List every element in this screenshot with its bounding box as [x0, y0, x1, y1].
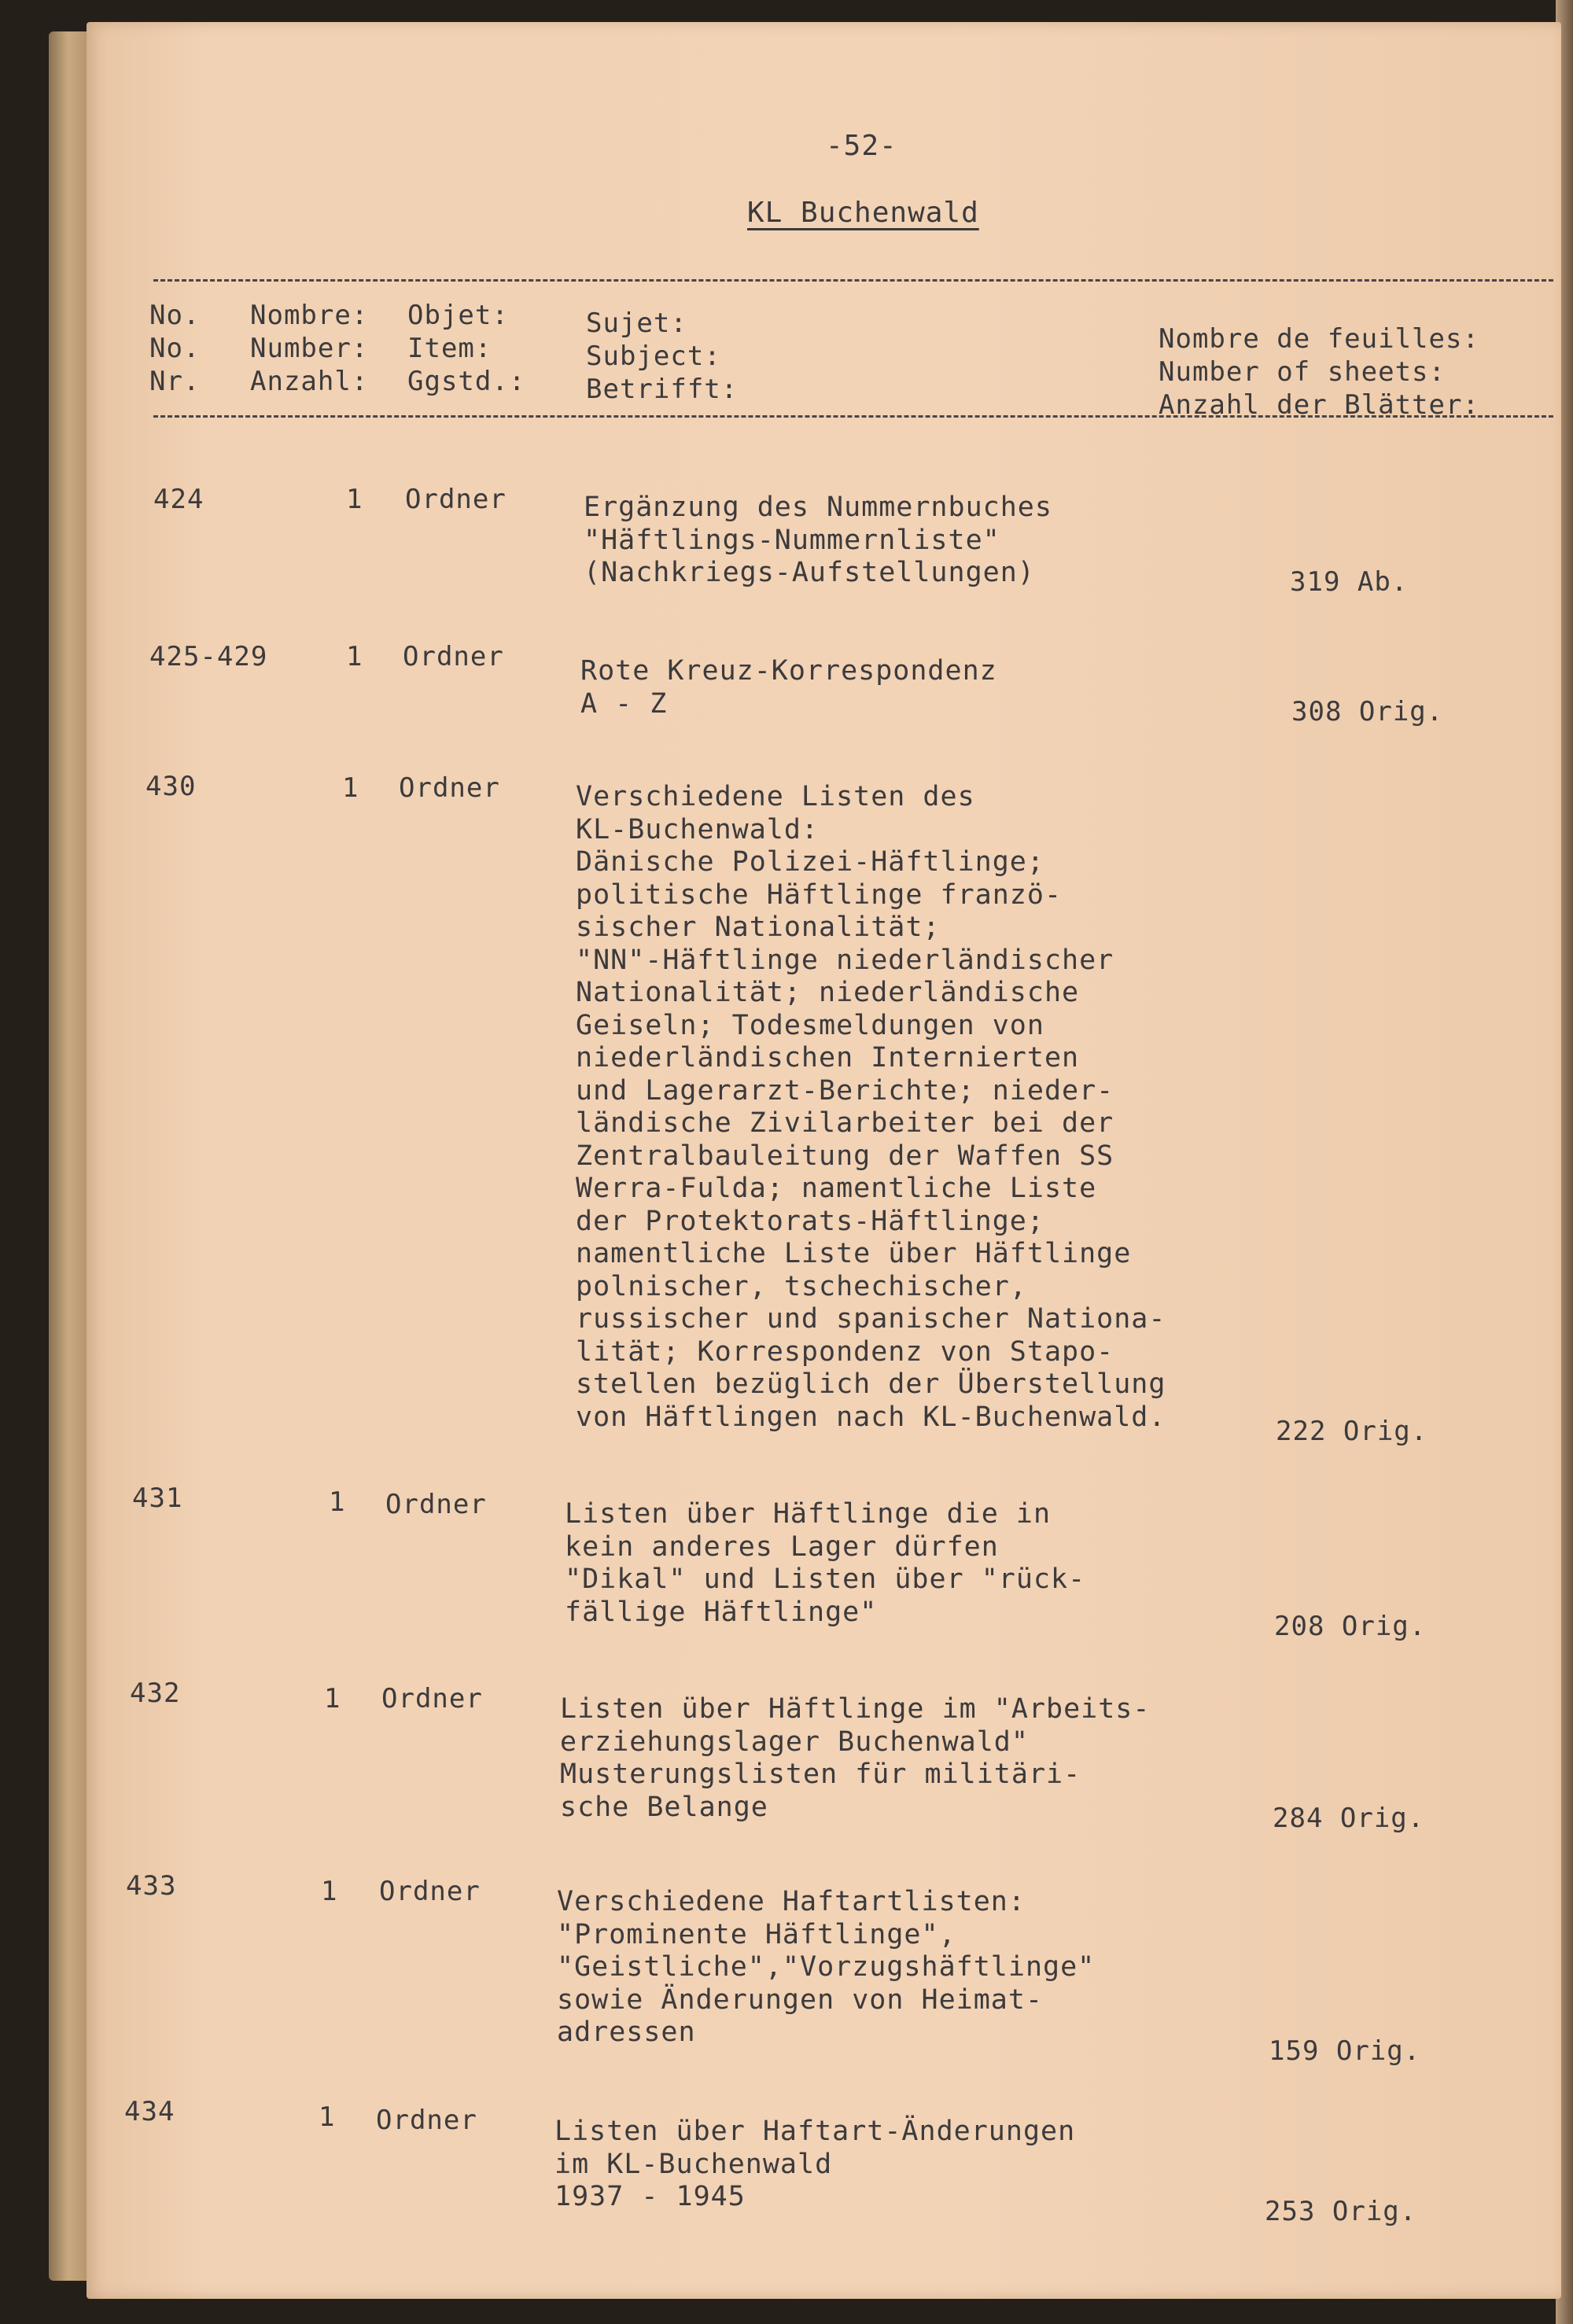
entry-number: 430 [146, 771, 197, 802]
entry-number: 434 [124, 2096, 175, 2127]
header-sheets: Nombre de feuilles: Number of sheets: Anzahl der Blätter: [1159, 323, 1479, 421]
entry-sheets: 253 Orig. [1265, 2196, 1417, 2227]
entry-quantity: 1 [329, 1486, 346, 1518]
entry-subject: Verschiedene Haftartlisten: "Prominente Häftlinge", "Geistliche","Vorzugshäftlinge" sowie Änderungen von Heimat- adressen [557, 1886, 1096, 2048]
entry-subject: Ergänzung des Nummernbuches "Häftlings-Nummernliste" (Nachkriegs-Aufstellungen) [584, 492, 1052, 588]
entry-quantity: 1 [321, 1876, 338, 1907]
entry-subject: Listen über Haftart-Änderungen im KL-Buchenwald 1937 - 1945 [554, 2116, 1076, 2212]
entry-item: Ordner [379, 1876, 481, 1907]
entry-quantity: 1 [319, 2101, 336, 2133]
entry-item: Ordner [405, 484, 507, 515]
entry-subject: Listen über Häftlinge im "Arbeits- erziehungslager Buchenwald" Musterungslisten für militäri- sche Belange [560, 1693, 1151, 1823]
entry-item: Ordner [381, 1683, 483, 1714]
entry-sheets: 308 Orig. [1291, 696, 1444, 727]
entry-subject: Rote Kreuz-Korrespondenz A - Z [580, 655, 997, 720]
entry-subject: Verschiedene Listen des KL-Buchenwald: Dänische Polizei-Häftlinge; politische Häftlinge franzö- sischer Nationalität; "NN"-Häftlinge niederländischer Nationalität; niederländische Geiseln; Todesmeldungen von niederländischen Internierten und Lagerarzt-Berichte; nieder- ländische Zivilarbeiter bei der Zentralbauleitung der Waffen SS Werra-Fulda; namentliche Liste der Protektorats-Häftlinge; namentliche Liste über Häftlinge polnischer, tschechischer, russischer und spanischer Nationa- lität; Korrespondenz von Stapo- stellen bezüglich der Überstellung von Häftlingen nach KL-Buchenwald. [576, 781, 1166, 1433]
page-number: -52- [826, 130, 897, 162]
entry-number: 424 [153, 484, 204, 515]
entry-subject: Listen über Häftlinge die in kein anderes Lager dürfen "Dikal" und Listen über "rück- fällige Häftlinge" [565, 1498, 1086, 1628]
entry-number: 433 [126, 1870, 177, 1902]
entry-item: Ordner [403, 641, 504, 672]
entry-item: Ordner [385, 1489, 487, 1520]
header-no: No. No. Nr. [149, 300, 201, 397]
entry-number: 425-429 [149, 641, 268, 672]
header-quantity: Nombre: Number: Anzahl: [250, 300, 369, 397]
entry-sheets: 208 Orig. [1274, 1611, 1427, 1642]
entry-quantity: 1 [346, 641, 363, 672]
entry-quantity: 1 [342, 772, 359, 804]
header-item: Objet: Item: Ggstd.: [407, 300, 526, 397]
header-subject: Sujet: Subject: Betrifft: [586, 308, 739, 405]
entry-sheets: 222 Orig. [1276, 1416, 1428, 1447]
entry-item: Ordner [376, 2105, 477, 2136]
entry-item: Ordner [399, 772, 500, 804]
entry-quantity: 1 [346, 484, 363, 515]
entry-quantity: 1 [324, 1683, 341, 1714]
entry-sheets: 284 Orig. [1273, 1803, 1425, 1834]
entry-number: 431 [132, 1482, 183, 1514]
entry-number: 432 [130, 1678, 181, 1709]
entry-sheets: 159 Orig. [1269, 2035, 1421, 2067]
entry-sheets: 319 Ab. [1290, 566, 1409, 598]
page-title: KL Buchenwald [747, 197, 979, 229]
header-top-rule [153, 279, 1553, 282]
header-bottom-rule [153, 415, 1553, 418]
